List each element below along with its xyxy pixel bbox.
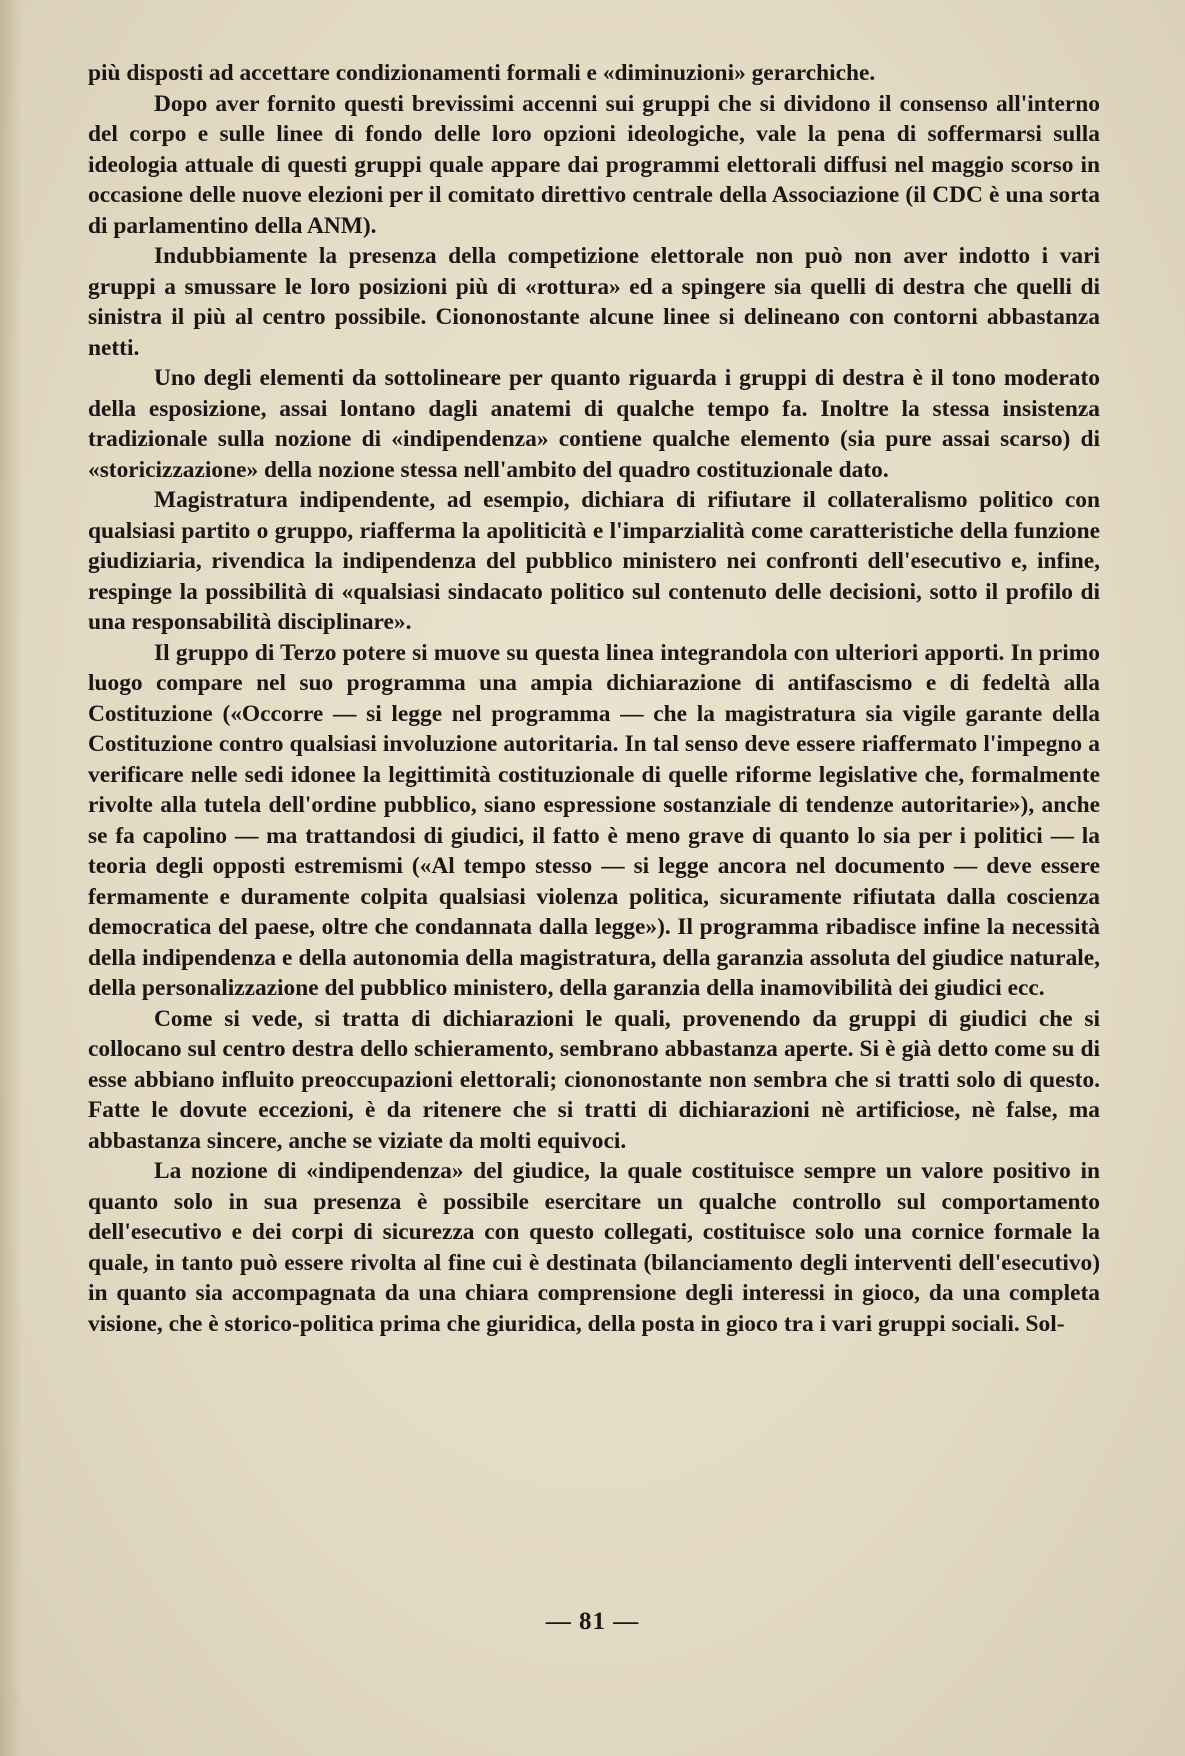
paragraph-continuation: più disposti ad accettare condizionamenti formali e «diminuzioni» gerarchiche. <box>88 60 876 86</box>
paragraph: Come si vede, si tratta di dichiarazioni le quali, provenendo da gruppi di giudici che si collocano sul centro destra dello schieramento, sembrano abbastanza aperte. Si è già detto come su di esse abbiano influito preoccupazioni elettorali; ciononostante non sembra che si tratti solo di questo. Fatte le dovute eccezioni, è da ritenere che si tratti di dichiarazioni nè artificiose, nè false, ma abbastanza sincere, anche se viziate da molti equivoci. <box>88 1005 1100 1154</box>
paragraph: Il gruppo di Terzo potere si muove su questa linea integrandola con ulteriori apporti. In primo luogo compare nel suo programma una ampia dichiarazione di antifascismo e di fedeltà alla Costituzione («Occorre — si legge nel programma — che la magistratura sia vigile garante della Costituzione contro qualsiasi involuzione autoritaria. In tal senso deve essere riaffermato l'impegno a verificare nelle sedi idonee la legittimità costituzionale di quelle riforme legislative che, formalmente rivolte alla tutela dell'ordine pubblico, siano espressione sostanziale di tendenze autoritarie»), anche se fa capolino — ma trattandosi di giudici, il fatto è meno grave di quanto lo sia per i politici — la teoria degli opposti estremismi («Al tempo stesso — si legge ancora nel documento — deve essere fermamente e duramente colpita qualsiasi violenza politica, sicuramente rifiutata dalla coscienza democratica del paese, oltre che condannata dalla legge»). Il programma ribadisce infine la necessità della indipendenza e della autonomia della magistratura, della garanzia assoluta del giudice naturale, della personalizzazione del pubblico ministero, della garanzia della inamovibilità dei giudici ecc. <box>88 639 1100 1001</box>
paragraph: La nozione di «indipendenza» del giudice, la quale costituisce sempre un valore positivo in quanto solo in sua presenza è possibile esercitare un qualche controllo sul comportamento dell'esecutivo e dei corpi di sicurezza con questo collegati, costituisce solo una cornice formale la quale, in tanto può essere rivolta al fine cui è destinata (bilanciamento degli interventi dell'esecutivo) in quanto sia accompagnata da una chiara comprensione degli interessi in gioco, da una completa visione, che è storico-politica prima che giuridica, della posta in gioco tra i vari gruppi sociali. Sol- <box>88 1158 1100 1337</box>
paragraph: Dopo aver fornito questi brevissimi accenni sui gruppi che si dividono il consenso all'interno del corpo e sulle linee di fondo delle loro opzioni ideologiche, vale la pena di soffermarsi sulla ideologia attuale di questi gruppi quale appare dai programmi elettorali diffusi nel maggio scorso in occasione delle nuove elezioni per il comitato direttivo centrale della Associazione (il CDC è una sorta di parlamentino della ANM). <box>88 90 1100 239</box>
paragraph: Uno degli elementi da sottolineare per quanto riguarda i gruppi di destra è il tono moderato della esposizione, assai lontano dagli anatemi di qualche tempo fa. Inoltre la stessa insistenza tradizionale sulla nozione di «indipendenza» contiene qualche elemento (sia pure assai scarso) di «storicizzazione» della nozione stessa nell'ambito del quadro costituzionale dato. <box>88 365 1100 483</box>
page-number: — 81 — <box>545 1608 640 1635</box>
paragraph: Magistratura indipendente, ad esempio, dichiara di rifiutare il collateralismo politico con qualsiasi partito o gruppo, riafferma la apoliticità e l'imparzialità come caratteristiche della funzione giudiziaria, rivendica la indipendenza del pubblico ministero nei confronti dell'esecutivo e, infine, respinge la possibilità di «qualsiasi sindacato politico sul contenuto delle decisioni, sotto il profilo di una responsabilità disciplinare». <box>88 487 1100 635</box>
body-text <box>88 58 1100 1339</box>
paragraph: Indubbiamente la presenza della competizione elettorale non può non aver indotto i vari gruppi a smussare le loro posizioni più di «rottura» ed a spingere sia quelli di destra che quelli di sinistra il più al centro possibile. Ciononostante alcune linee si delineano con contorni abbastanza netti. <box>88 243 1100 361</box>
